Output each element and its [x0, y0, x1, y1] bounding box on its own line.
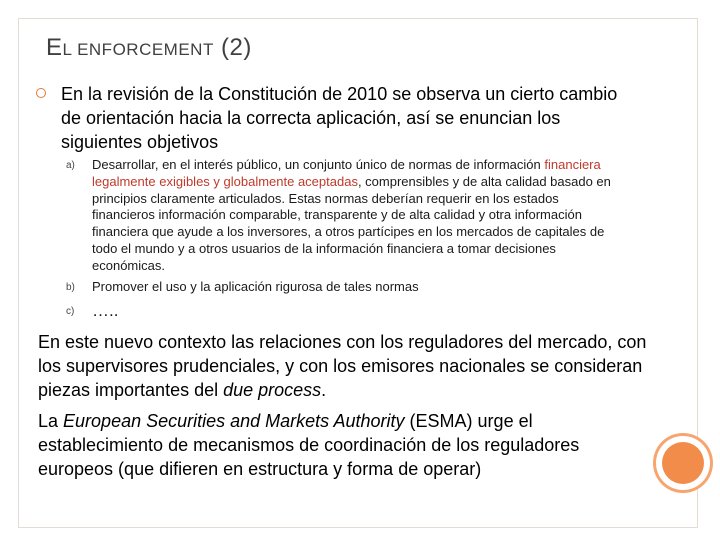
- frame-left-border: [18, 18, 19, 528]
- title-suffix: (2): [213, 34, 252, 61]
- paragraph-2: La European Securities and Markets Authority (ESMA) urge el establecimiento de mecanismos de coordinación de los reguladores europeos (que difieren en estructura y forma de operar): [38, 411, 580, 479]
- title-rest: L ENFORCEMENT: [62, 40, 214, 59]
- highlighted-text: financiera legalmente exigibles y globalmente aceptadas: [92, 157, 601, 189]
- ring-bullet-icon: [36, 88, 46, 98]
- italic-term: due process: [223, 380, 322, 400]
- sub-item-text: …..: [92, 301, 119, 320]
- decorative-circle-icon: [662, 442, 704, 484]
- sub-item-marker: b): [66, 282, 75, 293]
- sub-item-marker: c): [66, 306, 75, 317]
- slide-title: [46, 34, 252, 62]
- frame-top-border: [18, 18, 698, 19]
- paragraph-1: En este nuevo contexto las relaciones con los reguladores del mercado, con los supervisores prudenciales, y con los emisores nacionales se consideran piezas importantes del due process.: [38, 332, 647, 400]
- sub-item-marker: a): [66, 160, 75, 171]
- sub-item-text: Desarrollar, en el interés público, un conjunto único de normas de información financiera legalmente exigibles y globalmente aceptadas, comprensibles y de alta calidad basado en principios claramente articulados. Estas normas deberían requerir en los estados financieros información comparable, transparente y de alta calidad y otra información financiera que ayude a los inversores, a otros partícipes en los mercados de capitales de todo el mundo y a otros usuarios de la información financiera a tomar decisiones económicas.: [92, 157, 611, 273]
- title-initial: E: [46, 34, 63, 61]
- sub-item-text: Promover el uso y la aplicación rigurosa de tales normas: [92, 279, 419, 294]
- main-bullet-text: En la revisión de la Constitución de 2010 se observa un cierto cambio de orientación hacia la correcta aplicación, así se enuncian los siguientes objetivos: [61, 84, 618, 152]
- frame-bottom-border: [18, 527, 698, 528]
- italic-term: European Securities and Markets Authority: [63, 411, 405, 431]
